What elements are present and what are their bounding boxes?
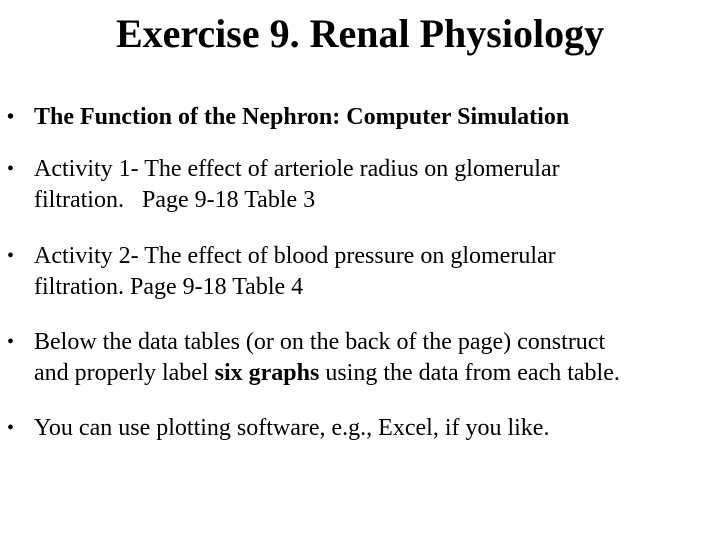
- bullet-line-2: filtration. Page 9-18 Table 3: [34, 187, 316, 213]
- bullet-line-1: Below the data tables (or on the back of the page) construct: [34, 329, 606, 355]
- bullet-marker: •: [7, 245, 15, 267]
- bullet-marker: •: [7, 417, 15, 439]
- bullet-text: [34, 327, 715, 389]
- bullet-text: You can use plotting software, e.g., Excel, if you like.: [34, 415, 550, 441]
- bullet-text: [34, 154, 715, 216]
- bullet-marker: •: [7, 331, 15, 353]
- bullet-line-2: filtration. Page 9-18 Table 4: [34, 274, 304, 300]
- slide-title: Exercise 9. Renal Physiology: [115, 11, 605, 56]
- bullet-item-nephron-function: [0, 102, 715, 133]
- bullet-line-1: Activity 2- The effect of blood pressure on glomerular: [34, 243, 556, 269]
- bullet-marker: •: [7, 158, 15, 180]
- bullet-item-graphs: [0, 327, 715, 389]
- bullet-line-2-start: and properly label: [34, 360, 215, 386]
- bullet-line-2-emphasis: six graphs: [214, 360, 320, 386]
- bullet-line-2-end: using the data from each table.: [319, 360, 620, 386]
- bullet-line-1: Activity 1- The effect of arteriole radius on glomerular: [34, 156, 560, 182]
- bullet-text: [34, 241, 715, 303]
- bullet-item-activity-2: [0, 241, 715, 303]
- bullet-item-plotting-software: [0, 413, 715, 444]
- bullet-marker: •: [7, 106, 15, 128]
- bullet-item-activity-1: [0, 154, 715, 216]
- bullet-text: The Function of the Nephron: Computer Simulation: [34, 104, 570, 130]
